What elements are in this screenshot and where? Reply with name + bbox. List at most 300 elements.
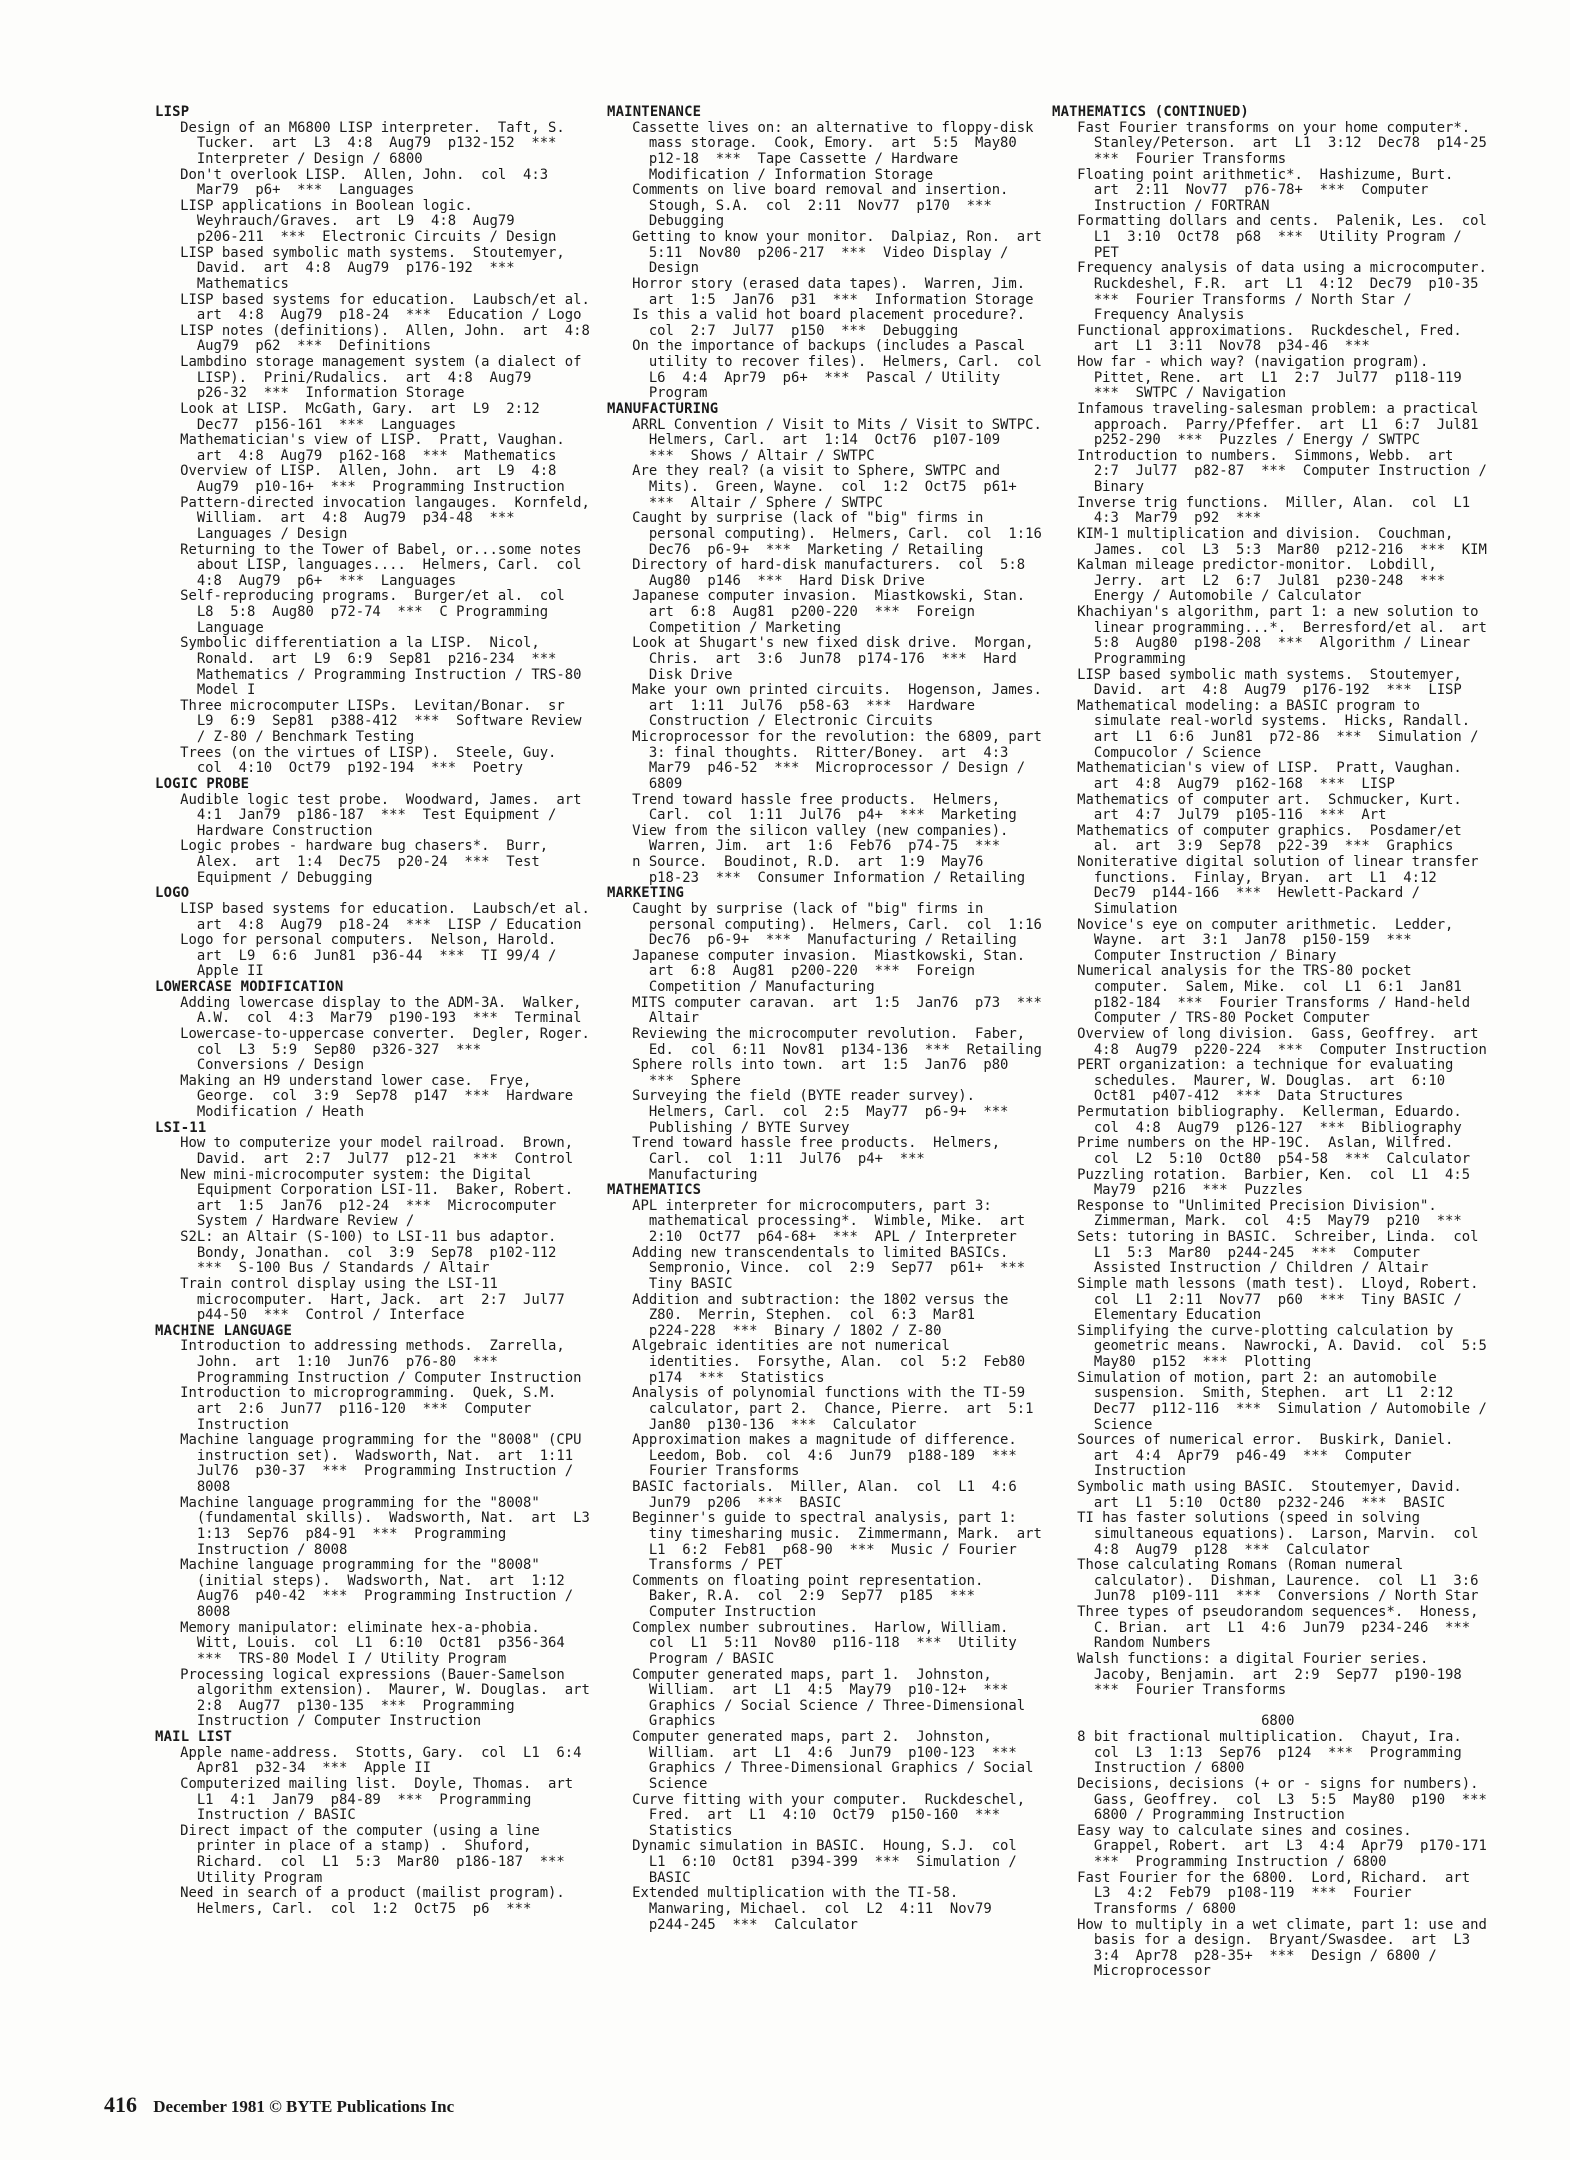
index-entry-line: basis for a design. Bryant/Swasdee. art L3 <box>1052 1932 1471 1949</box>
index-entry-line: *** TRS-80 Model I / Utility Program <box>155 1650 507 1667</box>
index-entry-line: about LISP, languages.... Helmers, Carl. col <box>155 557 582 574</box>
index-entry-line: approach. Parry/Pfeffer. art L1 6:7 Jul81 <box>1052 416 1479 433</box>
index-entry-line: L1 3:10 Oct78 p68 *** Utility Program / <box>1052 229 1462 245</box>
index-entry-line: Dec79 p144-166 *** Hewlett-Packard / <box>1052 885 1420 902</box>
index-entry-line: col L1 5:11 Nov80 p116-118 *** Utility <box>607 1635 1017 1652</box>
index-entry-line: Graphics / Three-Dimensional Graphics / Social <box>607 1760 1034 1777</box>
index-entry-line: BASIC factorials. Miller, Alan. col L1 4:6 <box>607 1479 1017 1495</box>
index-entry-line: Competition / Marketing <box>607 619 842 636</box>
index-entry-line: Ruckdeshel, F.R. art L1 4:12 Dec79 p10-35 <box>1052 275 1479 292</box>
index-entry-line: Need in search of a product (mailist program). <box>155 1885 565 1902</box>
index-entry-line: art L9 6:6 Jun81 p36-44 *** TI 99/4 / <box>155 947 557 964</box>
index-entry-line: Modification / Heath <box>155 1104 365 1120</box>
index-entry-line: Warren, Jim. art 1:6 Feb76 p74-75 *** <box>607 838 1001 855</box>
index-entry-line: Trees (on the virtues of LISP). Steele, Guy. <box>155 744 557 761</box>
index-entry-line: LISP based symbolic math systems. Stoutemyer, <box>155 244 565 261</box>
index-entry-line: 8 bit fractional multiplication. Chayut, Ira. <box>1052 1729 1462 1745</box>
index-entry-line: Microprocessor <box>1052 1963 1211 1980</box>
index-entry-line: Stough, S.A. col 2:11 Nov77 p170 *** <box>607 197 992 214</box>
index-entry-line: How to computerize your model railroad. Brown, <box>155 1135 574 1152</box>
index-entry-line: Wayne. art 3:1 Jan78 p150-159 *** <box>1052 932 1412 949</box>
index-entry-line: Logic probes - hardware bug chasers*. Burr, <box>155 838 549 855</box>
index-entry-line: Languages / Design <box>155 525 348 542</box>
index-entry-line: art 2:11 Nov77 p76-78+ *** Computer <box>1052 182 1429 199</box>
index-entry-line: L3 4:2 Feb79 p108-119 *** Fourier <box>1052 1885 1412 1902</box>
index-entry-line: Aug76 p40-42 *** Programming Instruction / <box>155 1588 574 1605</box>
index-entry-line: 1:13 Sep76 p84-91 *** Programming <box>155 1525 507 1542</box>
index-entry-line: L1 5:3 Mar80 p244-245 *** Computer <box>1052 1244 1420 1261</box>
index-entry-line: 4:1 Jan79 p186-187 *** Test Equipment / <box>155 807 557 824</box>
index-entry-line: System / Hardware Review / <box>155 1213 415 1230</box>
section-heading: MATHEMATICS <box>607 1182 702 1199</box>
index-entry-line: Science <box>607 1775 708 1792</box>
index-entry-line: art 1:11 Jul76 p58-63 *** Hardware <box>607 697 975 714</box>
index-entry-line: Floating point arithmetic*. Hashizume, Burt. <box>1052 166 1454 183</box>
index-entry-line: Elementary Education <box>1052 1307 1262 1324</box>
index-entry-line: art L1 5:10 Oct80 p232-246 *** BASIC <box>1052 1494 1446 1511</box>
index-entry-line: Computer / TRS-80 Pocket Computer <box>1052 1010 1370 1027</box>
index-entry-line: Cassette lives on: an alternative to floppy-disk <box>607 119 1034 136</box>
index-entry-line: art 6:8 Aug81 p200-220 *** Foreign <box>607 604 975 620</box>
index-entry-line: identities. Forsythe, Alan. col 5:2 Feb80 <box>607 1354 1026 1370</box>
index-entry-line: Aug79 p10-16+ *** Programming Instruction <box>155 479 565 495</box>
index-entry-line: Carl. col 1:11 Jul76 p4+ *** Marketing <box>607 807 1017 824</box>
index-entry-line: Science <box>1052 1416 1153 1433</box>
index-entry-line: Competition / Manufacturing <box>607 979 875 995</box>
index-entry-line: Noniterative digital solution of linear transfer <box>1052 854 1479 870</box>
index-entry-line: 4:8 Aug79 p220-224 *** Computer Instruction <box>1052 1041 1487 1058</box>
index-entry-line: Lambdino storage management system (a dialect of <box>155 354 582 370</box>
index-entry-line: *** Sphere <box>607 1072 741 1089</box>
index-entry-line: Apple name-address. Stotts, Gary. col L1 6:4 <box>155 1744 582 1761</box>
index-entry-line: LISP). Prini/Rudalics. art 4:8 Aug79 <box>155 369 532 386</box>
index-entry-line: Ronald. art L9 6:9 Sep81 p216-234 *** <box>155 650 557 667</box>
index-entry-line: Khachiyan's algorithm, part 1: a new solution to <box>1052 604 1479 620</box>
index-entry-line: Jun79 p206 *** BASIC <box>607 1494 842 1511</box>
index-entry-line: William. art L1 4:6 Jun79 p100-123 *** <box>607 1744 1017 1761</box>
index-entry-line: *** Altair / Sphere / SWTPC <box>607 494 883 511</box>
index-entry-line: Carl. col 1:11 Jul76 p4+ *** <box>607 1150 925 1167</box>
index-entry-line: Don't overlook LISP. Allen, John. col 4:3 <box>155 166 549 183</box>
index-entry-line: Helmers, Carl. col 2:5 May77 p6-9+ *** <box>607 1104 1009 1120</box>
index-entry-line: Simulation of motion, part 2: an automobile <box>1052 1369 1437 1386</box>
index-entry-line: 4:3 Mar79 p92 *** <box>1052 510 1262 527</box>
index-entry-line: LISP applications in Boolean logic. <box>155 197 473 214</box>
index-entry-line: art 6:8 Aug81 p200-220 *** Foreign <box>607 963 975 980</box>
index-entry-line: Fast Fourier transforms on your home computer*. <box>1052 119 1471 136</box>
index-entry-line: Programming Instruction / Computer Instruction <box>155 1369 582 1386</box>
page-footer <box>104 2092 454 2118</box>
index-entry-line: Mathematician's view of LISP. Pratt, Vaughan. <box>155 432 565 449</box>
index-entry-line: Functional approximations. Ruckdeschel, Fred. <box>1052 322 1462 339</box>
section-heading: MAINTENANCE <box>607 104 702 120</box>
index-entry-line: Inverse trig functions. Miller, Alan. col L1 <box>1052 494 1471 511</box>
index-entry-line: tiny timesharing music. Zimmermann, Mark. art <box>607 1525 1042 1542</box>
section-heading: LOWERCASE MODIFICATION <box>155 979 344 995</box>
index-entry-line: Logo for personal computers. Nelson, Harold. <box>155 932 557 949</box>
index-entry-line: Instruction / 6800 <box>1052 1760 1245 1777</box>
index-entry-line: (initial steps). Wadsworth, Nat. art 1:12 <box>155 1572 565 1589</box>
index-entry-line: Instruction <box>1052 1463 1186 1480</box>
index-entry-line: S2L: an Altair (S-100) to LSI-11 bus adaptor. <box>155 1229 557 1245</box>
index-entry-line: Graphics / Social Science / Three-Dimensional <box>607 1697 1026 1714</box>
index-entry-line: *** S-100 Bus / Standards / Altair <box>155 1260 490 1277</box>
index-entry-line: Jan80 p130-136 *** Calculator <box>607 1416 917 1433</box>
index-entry-line: Transforms / 6800 <box>1052 1900 1236 1917</box>
index-entry-line: art 4:7 Jul79 p105-116 *** Art <box>1052 807 1387 824</box>
index-entry-line: col L1 2:11 Nov77 p60 *** Tiny BASIC / <box>1052 1291 1462 1308</box>
index-entry-line: Symbolic differentiation a la LISP. Nicol, <box>155 635 540 652</box>
index-entry-line: Random Numbers <box>1052 1635 1211 1652</box>
index-entry-line: *** Shows / Altair / SWTPC <box>607 447 875 464</box>
index-entry-line: *** SWTPC / Navigation <box>1052 385 1287 402</box>
index-entry-line: Manwaring, Michael. col L2 4:11 Nov79 <box>607 1900 992 1917</box>
index-entry-line: Numerical analysis for the TRS-80 pocket <box>1052 963 1412 980</box>
index-entry-line: Computer generated maps, part 1. Johnston, <box>607 1666 992 1683</box>
index-entry-line: microcomputer. Hart, Jack. art 2:7 Jul77 <box>155 1291 565 1308</box>
index-entry-line: Computer Instruction <box>607 1604 817 1620</box>
index-entry-line: MITS computer caravan. art 1:5 Jan76 p73 *** <box>607 994 1042 1011</box>
index-entry-line: Transforms / PET <box>607 1557 783 1574</box>
index-entry-line: Addition and subtraction: the 1802 versus the <box>607 1291 1009 1308</box>
index-entry-line: John. art 1:10 Jun76 p76-80 *** <box>155 1354 498 1370</box>
index-entry-line: Helmers, Carl. art 1:14 Oct76 p107-109 <box>607 432 1001 449</box>
index-entry-line: Computer Instruction / Binary <box>1052 947 1337 964</box>
index-entry-line: Leedom, Bob. col 4:6 Jun79 p188-189 *** <box>607 1447 1017 1464</box>
index-entry-line: Pittet, Rene. art L1 2:7 Jul77 p118-119 <box>1052 369 1462 386</box>
index-entry-line: Processing logical expressions (Bauer-Samelson <box>155 1666 565 1683</box>
index-entry-line: p244-245 *** Calculator <box>607 1916 858 1933</box>
index-column-1 <box>155 105 627 1918</box>
index-entry-line: William. art L1 4:5 May79 p10-12+ *** <box>607 1682 1009 1699</box>
index-entry-line: Conversions / Design <box>155 1057 365 1074</box>
index-entry-line: Make your own printed circuits. Hogenson, James. <box>607 682 1042 699</box>
index-entry-line: Microprocessor for the revolution: the 6809, part <box>607 729 1042 745</box>
index-entry-line: May79 p216 *** Puzzles <box>1052 1182 1303 1199</box>
index-entry-line: Jerry. art L2 6:7 Jul81 p230-248 *** <box>1052 572 1446 589</box>
index-entry-line: Apr81 p32-34 *** Apple II <box>155 1760 431 1777</box>
index-entry-line: personal computing). Helmers, Carl. col 1:16 <box>607 525 1042 542</box>
index-entry-line: Interpreter / Design / 6800 <box>155 150 423 167</box>
index-entry-line: Surveying the field (BYTE reader survey). <box>607 1088 975 1105</box>
index-entry-line: 4:8 Aug79 p128 *** Calculator <box>1052 1541 1370 1558</box>
index-entry-line: Lowercase-to-uppercase converter. Degler, Roger. <box>155 1025 590 1042</box>
index-entry-line: Sets: tutoring in BASIC. Schreiber, Linda. col <box>1052 1229 1479 1245</box>
index-entry-line: Algebraic identities are not numerical <box>607 1338 950 1355</box>
index-entry-line: *** Programming Instruction / 6800 <box>1052 1854 1387 1870</box>
index-entry-line: Comments on live board removal and insertion. <box>607 182 1009 199</box>
index-entry-line: Comments on floating point representation. <box>607 1572 984 1589</box>
index-entry-line: L8 5:8 Aug80 p72-74 *** C Programming <box>155 604 549 620</box>
index-entry-line: n Source. Boudinot, R.D. art 1:9 May76 <box>607 854 984 870</box>
section-heading: MATHEMATICS (CONTINUED) <box>1052 104 1249 120</box>
index-entry-line: Caught by surprise (lack of "big" firms in <box>607 900 984 917</box>
index-entry-line: Machine language programming for the "8008" <box>155 1494 540 1511</box>
index-entry-line: William. art 4:8 Aug79 p34-48 *** <box>155 510 515 527</box>
index-entry-line: Sempronio, Vince. col 2:9 Sep77 p61+ *** <box>607 1260 1026 1277</box>
index-entry-line: Introduction to microprogramming. Quek, S.M. <box>155 1385 557 1402</box>
section-heading: LSI-11 <box>155 1119 207 1136</box>
index-entry-line: LISP based systems for education. Laubsch/et al. <box>155 291 590 308</box>
index-entry-line: 6800 <box>1052 1713 1295 1730</box>
index-entry-line: Tucker. art L3 4:8 Aug79 p132-152 *** <box>155 135 557 152</box>
index-entry-line: Design of an M6800 LISP interpreter. Taft, S. <box>155 119 565 136</box>
index-entry-line: LISP based symbolic math systems. Stoutemyer, <box>1052 666 1462 683</box>
index-entry-line: col 4:10 Oct79 p192-194 *** Poetry <box>155 760 523 777</box>
index-entry-line: *** Fourier Transforms / North Star / <box>1052 291 1412 308</box>
index-entry-line: Making an H9 understand lower case. Frye, <box>155 1072 532 1089</box>
index-entry-line: computer. Salem, Mike. col L1 6:1 Jan81 <box>1052 979 1462 995</box>
index-entry-line: Machine language programming for the "8008" (CPU <box>155 1432 582 1449</box>
footer-text: December 1981 © BYTE Publications Inc <box>153 2097 455 2116</box>
index-entry-line: Instruction / FORTRAN <box>1052 197 1270 214</box>
index-entry-line: LISP notes (definitions). Allen, John. art 4:8 <box>155 322 590 339</box>
index-entry-line: 6800 / Programming Instruction <box>1052 1807 1345 1824</box>
index-entry-line: Richard. col L1 5:3 Mar80 p186-187 *** <box>155 1854 565 1870</box>
index-entry-line: al. art 3:9 Sep78 p22-39 *** Graphics <box>1052 838 1454 855</box>
index-entry-line: Permutation bibliography. Kellerman, Eduardo. <box>1052 1104 1462 1120</box>
index-entry-line: instruction set). Wadsworth, Nat. art 1:11 <box>155 1447 574 1464</box>
index-entry-line: APL interpreter for microcomputers, part 3: <box>607 1197 992 1214</box>
index-entry-line: art L1 6:6 Jun81 p72-86 *** Simulation / <box>1052 729 1479 745</box>
index-entry-line: Debugging <box>607 213 725 230</box>
index-entry-line: p252-290 *** Puzzles / Energy / SWTPC <box>1052 432 1420 449</box>
index-entry-line: Witt, Louis. col L1 6:10 Oct81 p356-364 <box>155 1635 565 1652</box>
index-entry-line: simultaneous equations). Larson, Marvin. col <box>1052 1525 1479 1542</box>
index-entry-line: Utility Program <box>155 1869 323 1886</box>
index-entry-line: Statistics <box>607 1822 733 1839</box>
index-entry-line: KIM-1 multiplication and division. Couchman, <box>1052 525 1454 542</box>
section-heading: LISP <box>155 104 190 120</box>
index-entry-line: Pattern-directed invocation langauges. Kornfeld, <box>155 494 590 511</box>
index-entry-line: Disk Drive <box>607 666 733 683</box>
index-entry-line: algorithm extension). Maurer, W. Douglas. art <box>155 1682 590 1699</box>
index-entry-line: Frequency Analysis <box>1052 307 1245 324</box>
index-entry-line: Fred. art L1 4:10 Oct79 p150-160 *** <box>607 1807 1001 1824</box>
index-entry-line: Prime numbers on the HP-19C. Aslan, Wilfred. <box>1052 1135 1454 1152</box>
index-entry-line: Chris. art 3:6 Jun78 p174-176 *** Hard <box>607 650 1017 667</box>
index-entry-line: suspension. Smith, Stephen. art L1 2:12 <box>1052 1385 1454 1402</box>
index-entry-line: Mar79 p46-52 *** Microprocessor / Design / <box>607 760 1026 777</box>
index-entry-line: Zimmerman, Mark. col 4:5 May79 p210 *** <box>1052 1213 1462 1230</box>
index-entry-line: Those calculating Romans (Roman numeral <box>1052 1557 1404 1574</box>
section-heading: MACHINE LANGUAGE <box>155 1322 293 1339</box>
index-entry-line: Assisted Instruction / Children / Altair <box>1052 1260 1429 1277</box>
index-entry-line: David. art 4:8 Aug79 p176-192 *** LISP <box>1052 682 1462 699</box>
index-entry-line: Instruction / BASIC <box>155 1807 356 1824</box>
index-entry-line: Baker, R.A. col 2:9 Sep77 p185 *** <box>607 1588 975 1605</box>
index-entry-line: Computerized mailing list. Doyle, Thomas. art <box>155 1775 574 1792</box>
index-entry-line: Frequency analysis of data using a microcomputer. <box>1052 260 1487 277</box>
index-entry-line: Reviewing the microcomputer revolution. Faber, <box>607 1025 1026 1042</box>
index-entry-line: art 4:8 Aug79 p18-24 *** LISP / Education <box>155 916 582 933</box>
index-entry-line: Novice's eye on computer arithmetic. Ledder, <box>1052 916 1454 933</box>
index-entry-line: PET <box>1052 244 1119 261</box>
index-entry-line: Japanese computer invasion. Miastkowski, Stan. <box>607 588 1026 605</box>
index-entry-line: Compucolor / Science <box>1052 744 1262 761</box>
index-entry-line: Program <box>607 385 708 402</box>
index-entry-line: *** Fourier Transforms <box>1052 1682 1287 1699</box>
index-entry-line: Altair <box>607 1010 699 1027</box>
index-entry-line: Grappel, Robert. art L3 4:4 Apr79 p170-171 <box>1052 1838 1487 1855</box>
index-entry-line: Direct impact of the computer (using a line <box>155 1822 540 1839</box>
index-entry-line: Jacoby, Benjamin. art 2:9 Sep77 p190-198 <box>1052 1666 1462 1683</box>
index-entry-line: ARRL Convention / Visit to Mits / Visit to SWTPC. <box>607 416 1042 433</box>
page-number: 416 <box>104 2092 137 2117</box>
index-entry-line: Mathematics <box>155 275 289 292</box>
index-entry-line: Jun78 p109-111 *** Conversions / North Star <box>1052 1588 1479 1605</box>
index-entry-line: Introduction to addressing methods. Zarrella, <box>155 1338 565 1355</box>
index-entry-line: Instruction / Computer Instruction <box>155 1713 482 1730</box>
index-entry-line: Adding new transcendentals to limited BASICs. <box>607 1244 1009 1261</box>
index-entry-line: 2:10 Oct77 p64-68+ *** APL / Interpreter <box>607 1229 1017 1245</box>
index-entry-line: A.W. col 4:3 Mar79 p190-193 *** Terminal <box>155 1010 582 1027</box>
index-entry-line: Gass, Geoffrey. col L3 5:5 May80 p190 *** <box>1052 1791 1487 1808</box>
index-entry-line: Construction / Electronic Circuits <box>607 713 934 730</box>
index-entry-line: Overview of LISP. Allen, John. art L9 4:8 <box>155 463 557 480</box>
index-entry-line: art 4:4 Apr79 p46-49 *** Computer <box>1052 1447 1412 1464</box>
index-entry-line: 3: final thoughts. Ritter/Boney. art 4:3 <box>607 744 1009 761</box>
section-heading: MAIL LIST <box>155 1729 233 1745</box>
index-entry-line: Caught by surprise (lack of "big" firms in <box>607 510 984 527</box>
index-entry-line: Returning to the Tower of Babel, or...some notes <box>155 541 582 558</box>
index-entry-line: Model I <box>155 682 256 699</box>
index-entry-line: Manufacturing <box>607 1166 758 1183</box>
index-entry-line: Getting to know your monitor. Dalpiaz, Ron. art <box>607 229 1042 245</box>
index-entry-line: L1 6:2 Feb81 p68-90 *** Music / Fourier <box>607 1541 1017 1558</box>
index-entry-line: Computer generated maps, part 2. Johnston, <box>607 1729 992 1745</box>
index-entry-line: Machine language programming for the "8008" <box>155 1557 540 1574</box>
index-entry-line: Response to "Unlimited Precision Division". <box>1052 1197 1437 1214</box>
index-entry-line: Publishing / BYTE Survey <box>607 1119 850 1136</box>
index-entry-line: 8008 <box>155 1479 231 1495</box>
index-entry-line: p174 *** Statistics <box>607 1369 825 1386</box>
index-entry-line: p182-184 *** Fourier Transforms / Hand-held <box>1052 994 1471 1011</box>
index-entry-line: Hardware Construction <box>155 822 373 839</box>
index-entry-line: col 4:8 Aug79 p126-127 *** Bibliography <box>1052 1119 1462 1136</box>
section-heading: MANUFACTURING <box>607 400 719 417</box>
section-heading: MARKETING <box>607 885 685 902</box>
index-entry-line: 8008 <box>155 1604 231 1620</box>
index-entry-line: Memory manipulator: eliminate hex-a-phobia. <box>155 1619 540 1636</box>
index-entry-line: Puzzling rotation. Barbier, Ken. col L1 4:5 <box>1052 1166 1471 1183</box>
index-entry-line: Audible logic test probe. Woodward, James. art <box>155 791 582 808</box>
index-entry-line: mass storage. Cook, Emory. art 5:5 May80 <box>607 135 1017 152</box>
index-entry-line: Analysis of polynomial functions with the TI-59 <box>607 1385 1026 1402</box>
index-entry-line: 5:8 Aug80 p198-208 *** Algorithm / Linear <box>1052 635 1471 652</box>
index-entry-line: Energy / Automobile / Calculator <box>1052 588 1362 605</box>
index-entry-line: p206-211 *** Electronic Circuits / Design <box>155 229 557 245</box>
index-entry-line: Equipment Corporation LSI-11. Baker, Robert. <box>155 1182 574 1199</box>
index-entry-line: Horror story (erased data tapes). Warren, Jim. <box>607 275 1026 292</box>
index-entry-line: How far - which way? (navigation program). <box>1052 354 1429 370</box>
index-entry-line: 5:11 Nov80 p206-217 *** Video Display / <box>607 244 1009 261</box>
index-entry-line: calculator). Dishman, Laurence. col L1 3:6 <box>1052 1572 1479 1589</box>
index-entry-line: Overview of long division. Gass, Geoffrey. art <box>1052 1025 1479 1042</box>
index-entry-line: Programming <box>1052 650 1186 667</box>
index-entry-line: Three types of pseudorandom sequences*. Honess, <box>1052 1604 1479 1620</box>
index-entry-line: 2:8 Aug77 p130-135 *** Programming <box>155 1697 515 1714</box>
index-entry-line: Japanese computer invasion. Miastkowski, Stan. <box>607 947 1026 964</box>
index-entry-line: Dec77 p112-116 *** Simulation / Automobile / <box>1052 1400 1487 1417</box>
index-entry-line: How to multiply in a wet climate, part 1: use and <box>1052 1916 1487 1933</box>
index-entry-line: Look at Shugart's new fixed disk drive. Morgan, <box>607 635 1034 652</box>
index-entry-line: Simulation <box>1052 900 1178 917</box>
index-entry-line: p12-18 *** Tape Cassette / Hardware <box>607 150 959 167</box>
index-entry-line: art 4:8 Aug79 p18-24 *** Education / Logo <box>155 307 582 324</box>
index-entry-line: C. Brian. art L1 4:6 Jun79 p234-246 *** <box>1052 1619 1471 1636</box>
index-entry-line: Easy way to calculate sines and cosines. <box>1052 1822 1412 1839</box>
index-entry-line: 2:7 Jul77 p82-87 *** Computer Instruction / <box>1052 463 1487 480</box>
index-entry-line: Mathematics of computer graphics. Posdamer/et <box>1052 822 1462 839</box>
index-entry-line: View from the silicon valley (new companies). <box>607 822 1009 839</box>
index-entry-line: Language <box>155 619 264 636</box>
index-entry-line: p224-228 *** Binary / 1802 / Z-80 <box>607 1322 942 1339</box>
index-entry-line: Beginner's guide to spectral analysis, part 1: <box>607 1510 1017 1527</box>
index-entry-line: Are they real? (a visit to Sphere, SWTPC and <box>607 463 1001 480</box>
index-entry-line: Instruction <box>155 1416 289 1433</box>
index-entry-line: art 1:5 Jan76 p12-24 *** Microcomputer <box>155 1197 557 1214</box>
index-entry-line: Mathematical modeling: a BASIC program to <box>1052 697 1420 714</box>
index-entry-line: Weyhrauch/Graves. art L9 4:8 Aug79 <box>155 213 515 230</box>
index-entry-line: Aug79 p62 *** Definitions <box>155 338 431 355</box>
index-entry-line: Trend toward hassle free products. Helmers, <box>607 1135 1001 1152</box>
index-entry-line: BASIC <box>607 1869 691 1886</box>
index-entry-line: *** Fourier Transforms <box>1052 150 1287 167</box>
index-entry-line: art 4:8 Aug79 p162-168 *** LISP <box>1052 775 1395 792</box>
index-entry-line: Is this a valid hot board placement procedure?. <box>607 307 1026 324</box>
index-entry-line: Instruction / 8008 <box>155 1541 348 1558</box>
index-entry-line: 4:8 Aug79 p6+ *** Languages <box>155 572 457 589</box>
index-entry-line: (fundamental skills). Wadsworth, Nat. art L3 <box>155 1510 590 1527</box>
index-entry-line: Sources of numerical error. Buskirk, Daniel. <box>1052 1432 1454 1449</box>
index-entry-line: Simplifying the curve-plotting calculation by <box>1052 1322 1454 1339</box>
index-entry-line: David. art 2:7 Jul77 p12-21 *** Control <box>155 1150 574 1167</box>
index-entry-line: simulate real-world systems. Hicks, Randall. <box>1052 713 1471 730</box>
index-entry-line: personal computing). Helmers, Carl. col 1:16 <box>607 916 1042 933</box>
index-entry-line: col 2:7 Jul77 p150 *** Debugging <box>607 322 959 339</box>
index-entry-line: Mathematician's view of LISP. Pratt, Vaughan. <box>1052 760 1462 777</box>
index-entry-line: / Z-80 / Benchmark Testing <box>155 729 415 745</box>
index-entry-line: New mini-microcomputer system: the Digital <box>155 1166 532 1183</box>
index-entry-line: art 2:6 Jun77 p116-120 *** Computer <box>155 1400 532 1417</box>
index-entry-line: Dynamic simulation in BASIC. Houng, S.J. col <box>607 1838 1017 1855</box>
index-entry-line: Mathematics / Programming Instruction / TRS-80 <box>155 666 582 683</box>
index-entry-line: col L3 1:13 Sep76 p124 *** Programming <box>1052 1744 1462 1761</box>
index-entry-line: Fourier Transforms <box>607 1463 800 1480</box>
index-entry-line: Bondy, Jonathan. col 3:9 Sep78 p102-112 <box>155 1244 557 1261</box>
index-entry-line: Infamous traveling-salesman problem: a practical <box>1052 400 1479 417</box>
index-entry-line: TI has faster solutions (speed in solving <box>1052 1510 1420 1527</box>
index-entry-line: schedules. Maurer, W. Douglas. art 6:10 <box>1052 1072 1446 1089</box>
index-entry-line: Modification / Information Storage <box>607 166 934 183</box>
index-entry-line: Directory of hard-disk manufacturers. col 5:8 <box>607 557 1026 574</box>
section-heading: LOGIC PROBE <box>155 775 250 792</box>
index-entry-line: functions. Finlay, Bryan. art L1 4:12 <box>1052 869 1437 886</box>
index-entry-line: linear programming...*. Berresford/et al. art <box>1052 619 1487 636</box>
index-entry-line: art 1:5 Jan76 p31 *** Information Storage <box>607 291 1034 308</box>
index-column-3 <box>1052 105 1528 1980</box>
index-entry-line: Train control display using the LSI-11 <box>155 1275 498 1292</box>
index-entry-line: Mar79 p6+ *** Languages <box>155 182 415 199</box>
index-entry-line: Fast Fourier for the 6800. Lord, Richard. art <box>1052 1869 1471 1886</box>
index-entry-line: Stanley/Peterson. art L1 3:12 Dec78 p14-25 <box>1052 135 1487 152</box>
index-entry-line: Approximation makes a magnitude of difference. <box>607 1432 1017 1449</box>
index-entry-line: May80 p152 *** Plotting <box>1052 1354 1312 1370</box>
index-entry-line: Dec76 p6-9+ *** Manufacturing / Retailing <box>607 932 1017 949</box>
index-entry-line: Complex number subroutines. Harlow, William. <box>607 1619 1009 1636</box>
index-entry-line: p26-32 *** Information Storage <box>155 385 465 402</box>
